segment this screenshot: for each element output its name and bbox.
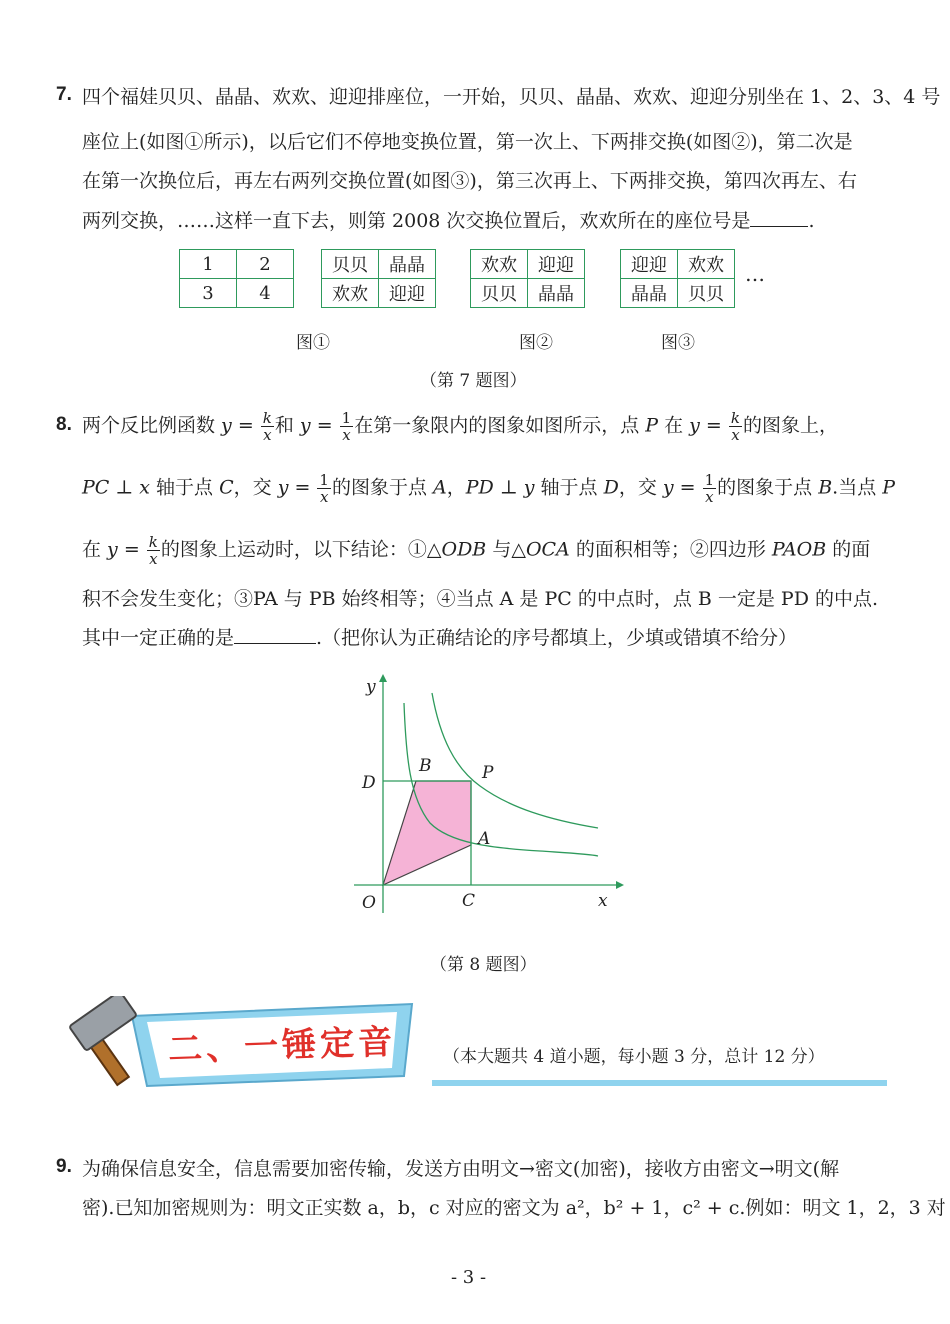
seat-cell: 晶晶 [621, 279, 678, 308]
seat-cell: 欢欢 [678, 250, 735, 279]
seat-cell: 贝贝 [678, 279, 735, 308]
question-8-line-5 [82, 625, 797, 651]
text: 和 [274, 414, 300, 437]
label-C: C [462, 891, 476, 911]
fraction-k-over-x: $\frac{k}{x}$ [148, 533, 158, 568]
text: 的图象上运动时，以下结论：①△ [160, 538, 442, 561]
text: 其中一定正确的是 [82, 627, 235, 649]
seat-cell: 晶晶 [528, 279, 585, 308]
seat-cell: 贝贝 [322, 250, 379, 279]
question-9-line-1: 为确保信息安全，信息需要加密传输，发送方由明文→密文(加密)，接收方由密文→明文(解 [82, 1158, 840, 1180]
text: 的图象于点 [331, 476, 434, 499]
banner-underline [432, 1080, 887, 1086]
question-7-number: 7. [56, 84, 72, 105]
question-8-line-1: 两个反比例函数 y = $\frac{k}{x}$ 和 y = $\frac{1}{x}$ 在第一象限内的图象如图所示，点 P 在 y = $\frac{k}{x}$ 的图象上， [82, 409, 838, 444]
label-D: D [362, 773, 376, 793]
answer-blank-8[interactable] [234, 625, 316, 644]
seat-cell: 4 [237, 279, 294, 308]
question-9-number: 9. [56, 1156, 72, 1177]
label-P: P [482, 763, 494, 783]
text: 轴于点 [150, 476, 220, 499]
section-2-note: （本大题共 4 道小题，每小题 3 分，总计 12 分） [443, 1047, 825, 1067]
text: 轴于点 [534, 476, 604, 499]
x-axis-arrow [616, 881, 624, 889]
fraction-k-over-x: $\frac{k}{x}$ [262, 409, 272, 444]
fraction-1-over-x: $\frac{1}{x}$ [319, 471, 329, 506]
shaded-quadrilateral-PAOB [383, 781, 471, 885]
question-7-line-4-text: 两列交换，……这样一直下去，则第 2008 次交换位置后，欢欢所在的座位号是 [82, 210, 751, 232]
figure-label-2: 图② [519, 333, 553, 353]
seat-table-3 [470, 249, 585, 308]
question-8-line-4: 积不会发生变化；③PA 与 PB 始终相等；④当点 A 是 PC 的中点时，点 B 一定是 PD 的中点. [82, 588, 879, 610]
text: ，交 [233, 476, 278, 499]
question-8-line-2: PC ⊥ x 轴于点 C，交 y = $\frac{1}{x}$ 的图象于点 A，PD ⊥ y 轴于点 D，交 y = $\frac{1}{x}$ 的图象于点 B.当点 P [82, 471, 896, 506]
seat-cell: 欢欢 [322, 279, 379, 308]
question-9-line-2: 密).已知加密规则为：明文正实数 a，b，c 对应的密文为 a²，b² + 1，c² + c.例如：明文 1，2，3 对 [82, 1197, 946, 1219]
seat-table-4 [620, 249, 735, 308]
figure-8-caption: （第 8 题图） [430, 955, 537, 975]
question-7-line-3: 在第一次换位后，再左右两列交换位置(如图③)，第三次再上、下两排交换，第四次再左、右 [82, 170, 857, 192]
text: ，交 [618, 476, 663, 499]
label-O: O [362, 893, 376, 913]
seat-cell: 3 [180, 279, 237, 308]
label-y: y [366, 677, 376, 697]
question-8-line-3: 在 y = $\frac{k}{x}$ 的图象上运动时，以下结论：①△ODB 与△OCA 的面积相等；②四边形 PAOB 的面 [82, 533, 871, 568]
question-8-number: 8. [56, 414, 72, 435]
figure-label-3: 图③ [661, 333, 695, 353]
seat-table-1 [179, 249, 294, 308]
text: 的图象于点 [717, 476, 819, 499]
page-number: - 3 - [451, 1267, 487, 1288]
seat-cell: 迎迎 [621, 250, 678, 279]
text: 在 [82, 538, 108, 561]
text: 的图象上， [742, 414, 838, 437]
question-7-line-2: 座位上(如图①所示)，以后它们不停地变换位置，第一次上、下两排交换(如图②)，第二次是 [82, 131, 853, 153]
section-2-title: 二、一锤定音 [167, 1022, 397, 1070]
seat-cell: 贝贝 [471, 279, 528, 308]
y-axis-arrow [379, 674, 387, 682]
seat-cell: 迎迎 [379, 279, 436, 308]
text: .当点 [832, 476, 883, 499]
figure-label-1: 图① [296, 333, 330, 353]
hammer-icon [69, 996, 137, 1085]
seat-cell: 2 [237, 250, 294, 279]
fraction-k-over-x: $\frac{k}{x}$ [730, 409, 740, 444]
figure-8-graph [340, 668, 640, 918]
seat-cell: 晶晶 [379, 250, 436, 279]
label-x: x [598, 891, 608, 911]
text: .（把你认为正确结论的序号都填上，少填或错填不给分） [316, 627, 798, 649]
label-A: A [478, 829, 491, 849]
answer-blank-7[interactable] [750, 208, 808, 227]
label-B: B [419, 756, 432, 776]
period: . [808, 210, 815, 232]
text: 两个反比例函数 [82, 414, 222, 437]
text: 的面 [826, 538, 871, 561]
text: 在第一象限内的图象如图所示，点 [354, 414, 646, 437]
text: 在 [664, 414, 690, 437]
ellipsis: … [745, 262, 765, 286]
fraction-1-over-x: $\frac{1}{x}$ [704, 471, 715, 506]
seat-cell: 迎迎 [528, 250, 585, 279]
figure-7-caption: （第 7 题图） [420, 371, 527, 391]
seat-table-2 [321, 249, 436, 308]
seat-cell: 欢欢 [471, 250, 528, 279]
seat-cell: 1 [180, 250, 237, 279]
text: 的面积相等；②四边形 [569, 538, 772, 561]
question-7-line-4 [82, 208, 814, 234]
fraction-1-over-x: $\frac{1}{x}$ [341, 409, 352, 444]
question-7-line-1: 四个福娃贝贝、晶晶、欢欢、迎迎排座位，一开始，贝贝、晶晶、欢欢、迎迎分别坐在 1、2、3、4 号 [82, 86, 941, 108]
text: 与△ [486, 538, 526, 561]
